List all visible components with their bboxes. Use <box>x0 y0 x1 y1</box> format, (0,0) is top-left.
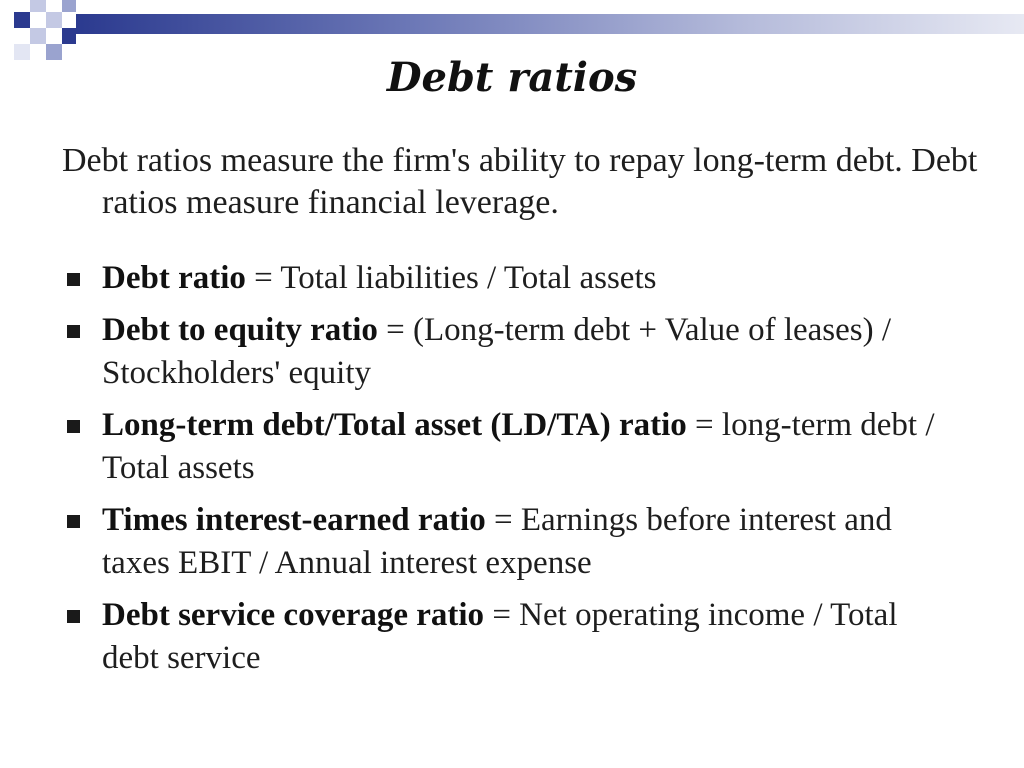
ratio-term: Long-term debt/Total asset (LD/TA) ratio <box>102 407 687 443</box>
deco-square-icon <box>46 12 62 28</box>
ratio-term: Debt ratio <box>102 260 246 296</box>
ratio-definition: = (Long-term debt + Value of leases) / Stockholders' equity <box>102 312 892 391</box>
deco-square-icon <box>62 0 76 12</box>
square-bullet-icon <box>67 273 80 286</box>
ratio-term: Debt service coverage ratio <box>102 597 485 633</box>
deco-square-icon <box>30 28 46 44</box>
list-item <box>62 499 962 585</box>
ratio-definition: = long-term debt / Total assets <box>102 407 935 486</box>
square-bullet-icon <box>67 610 80 623</box>
square-bullet-icon <box>67 420 80 433</box>
list-item <box>62 594 962 680</box>
slide-title: Debt ratios <box>386 54 638 101</box>
ratio-definition: = Net operating income / Total debt service <box>102 597 898 676</box>
header-gradient-bar <box>76 14 1024 34</box>
deco-square-icon <box>62 28 76 44</box>
ratio-definition: = Total liabilities / Total assets <box>245 260 657 296</box>
list-item <box>62 404 962 490</box>
ratio-list <box>62 257 962 689</box>
square-bullet-icon <box>67 515 80 528</box>
deco-square-icon <box>30 0 46 12</box>
list-item <box>62 309 962 395</box>
ratio-term: Debt to equity ratio <box>102 312 378 348</box>
deco-square-icon <box>14 12 30 28</box>
list-item <box>62 257 962 300</box>
ratio-definition: = Earnings before interest and taxes EBIT / Annual interest expense <box>102 502 892 581</box>
intro-paragraph: Debt ratios measure the firm's ability to repay long-term debt. Debt ratios measure financial leverage. <box>62 142 978 221</box>
ratio-term: Times interest-earned ratio <box>102 502 486 538</box>
square-bullet-icon <box>67 325 80 338</box>
